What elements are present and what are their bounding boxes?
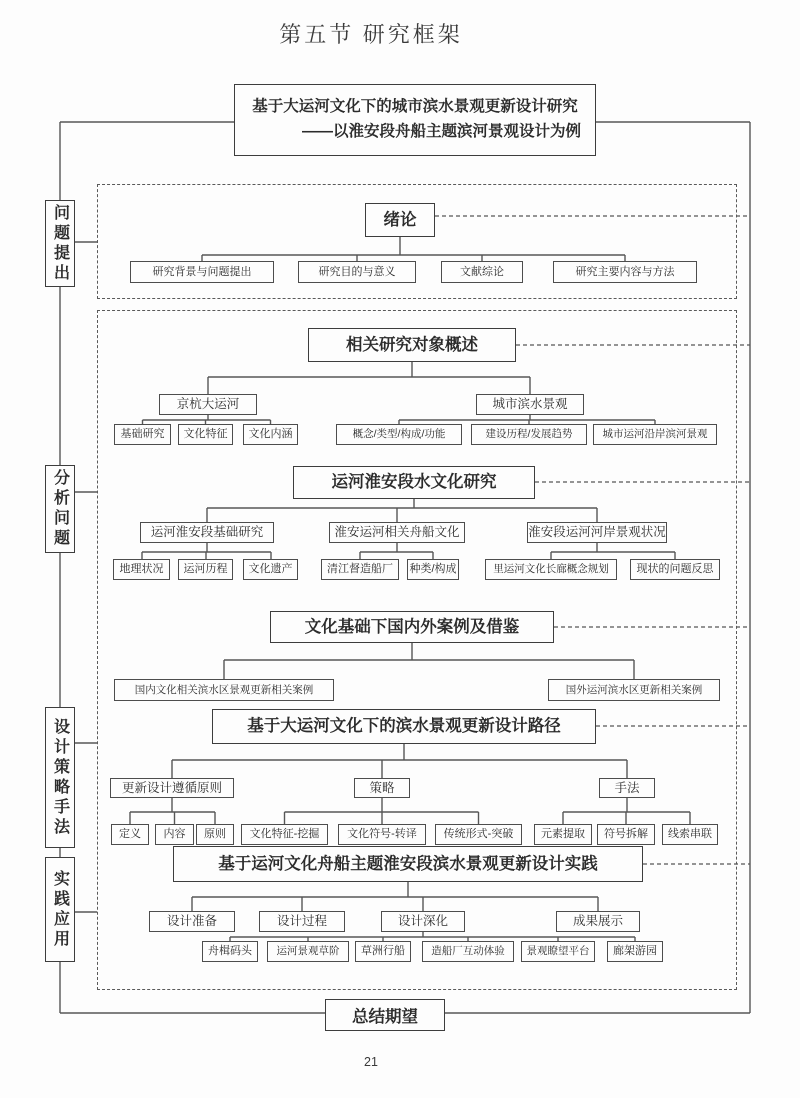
node-s5a1: 定义 (111, 824, 149, 845)
node-s5b2: 文化符号-转译 (338, 824, 426, 845)
research-title-line1: 基于大运河文化下的城市滨水景观更新设计研究 (252, 98, 578, 116)
node-s1c2: 研究目的与意义 (298, 261, 416, 283)
node-s6a6: 廊架游园 (607, 941, 663, 962)
node-s6m3: 设计深化 (381, 911, 465, 932)
node-s4c1: 国内文化相关滨水区景观更新相关案例 (114, 679, 334, 701)
node-s5m1: 更新设计遵循原则 (110, 778, 234, 798)
section-header-sec2: 相关研究对象概述 (308, 328, 516, 362)
node-s5m3: 手法 (599, 778, 655, 798)
phase-label-problem: 问题提出 (45, 200, 75, 287)
node-s2m2: 城市滨水景观 (476, 394, 584, 415)
node-s5c2: 符号拆解 (597, 824, 655, 845)
node-s6a3: 草洲行船 (355, 941, 411, 962)
node-s1c1: 研究背景与问题提出 (130, 261, 274, 283)
node-s6m1: 设计准备 (149, 911, 235, 932)
node-s2a2: 文化特征 (178, 424, 233, 445)
node-s3a3: 文化遗产 (243, 559, 298, 580)
node-s3a1: 地理状况 (113, 559, 170, 580)
page-title: 第五节 研究框架 (279, 22, 463, 47)
node-s2a1: 基础研究 (114, 424, 171, 445)
node-s5a3: 原则 (196, 824, 234, 845)
node-s1c3: 文献综论 (441, 261, 523, 283)
node-s2a3: 文化内涵 (243, 424, 298, 445)
conclusion-box: 总结期望 (325, 999, 445, 1031)
page-number: 21 (364, 1055, 378, 1069)
phase-label-practice: 实践应用 (45, 857, 75, 962)
node-s3b2: 种类/构成 (407, 559, 459, 580)
section-header-sec5: 基于大运河文化下的滨水景观更新设计路径 (212, 709, 596, 744)
node-s6a5: 景观瞭望平台 (521, 941, 595, 962)
section-header-sec3: 运河淮安段水文化研究 (293, 466, 535, 499)
research-title-line2: ——以淮安段舟船主题滨河景观设计为例 (301, 123, 581, 140)
node-s1c4: 研究主要内容与方法 (553, 261, 697, 283)
node-s2b2: 建设历程/发展趋势 (471, 424, 587, 445)
node-s5b1: 文化特征-挖掘 (241, 824, 328, 845)
node-s5a2: 内容 (155, 824, 194, 845)
node-s2m1: 京杭大运河 (159, 394, 257, 415)
node-s6a1: 舟楫码头 (202, 941, 258, 962)
node-s5c3: 线索串联 (662, 824, 718, 845)
section-header-sec4: 文化基础下国内外案例及借鉴 (270, 611, 554, 643)
node-s3c1: 里运河文化长廊概念规划 (485, 559, 617, 580)
node-s3a2: 运河历程 (178, 559, 233, 580)
node-s2b3: 城市运河沿岸滨河景观 (593, 424, 717, 445)
section-header-sec6: 基于运河文化舟船主题淮安段滨水景观更新设计实践 (173, 846, 643, 882)
node-s3m3: 淮安段运河河岸景观状况 (527, 522, 667, 543)
research-title-box (234, 84, 596, 156)
node-s6a2: 运河景观草阶 (267, 941, 349, 962)
node-s5m2: 策略 (354, 778, 410, 798)
node-s5c1: 元素提取 (534, 824, 592, 845)
node-s3c2: 现状的问题反思 (630, 559, 720, 580)
section-header-sec1: 绪论 (365, 203, 435, 237)
node-s6a4: 造船厂互动体验 (422, 941, 514, 962)
phase-label-analysis: 分析问题 (45, 465, 75, 553)
node-s2b1: 概念/类型/构成/功能 (336, 424, 462, 445)
node-s6m4: 成果展示 (556, 911, 640, 932)
phase-label-strategy: 设计策略手法 (45, 707, 75, 848)
node-s3m1: 运河淮安段基础研究 (140, 522, 274, 543)
node-s3b1: 清江督造船厂 (321, 559, 399, 580)
node-s6m2: 设计过程 (259, 911, 345, 932)
node-s3m2: 淮安运河相关舟船文化 (329, 522, 465, 543)
node-s4c2: 国外运河滨水区更新相关案例 (548, 679, 720, 701)
node-s5b3: 传统形式-突破 (435, 824, 522, 845)
